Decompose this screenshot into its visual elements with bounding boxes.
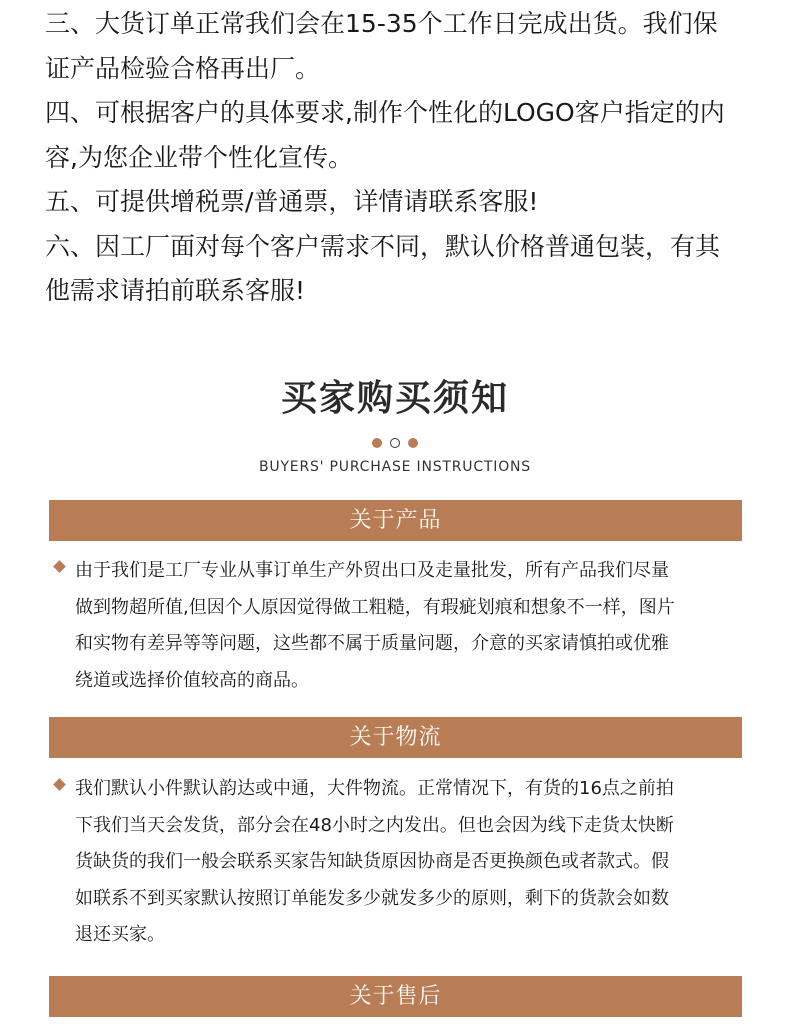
diamond-bullet-icon: [53, 778, 66, 791]
section-header-logistics: 关于物流: [49, 717, 742, 758]
note-line: 六、因工厂面对每个客户需求不同，默认价格普通包装，有其: [45, 231, 721, 261]
section-header-after-sales: 关于售后: [49, 976, 742, 1017]
dot-icon: [372, 438, 382, 448]
body-line: 和实物有差异等等问题，这些都不属于质量问题，介意的买家请慎拍或优雅: [75, 633, 669, 654]
body-line: 由于我们是工厂专业从事订单生产外贸出口及走量批发，所有产品我们尽量: [75, 560, 669, 581]
body-line: 如联系不到买家默认按照订单能发多少就发多少的原则，剩下的货款会如数: [75, 887, 669, 909]
note-line: 三、大货订单正常我们会在15-35个工作日完成出货。我们保: [45, 9, 718, 38]
note-line: 证产品检验合格再出厂。: [45, 53, 321, 83]
section-header-product: 关于产品: [49, 500, 742, 541]
note-line: 四、可根据客户的具体要求,制作个性化的LOGO客户指定的内: [45, 98, 725, 127]
body-line: 绕道或选择价值较高的商品。: [75, 669, 309, 691]
decorative-dots: [0, 438, 790, 450]
note-line: 五、可提供增税票/普通票，详情请联系客服!: [45, 187, 539, 216]
body-line: 做到物超所值,但因个人原因觉得做工粗糙，有瑕疵划痕和想象不一样，图片: [75, 596, 675, 618]
body-line: 货缺货的我们一般会联系买家告知缺货原因协商是否更换颜色或者款式。假: [75, 851, 669, 872]
page-title: 买家购买须知: [280, 378, 509, 419]
page-subtitle: BUYERS' PURCHASE INSTRUCTIONS: [259, 459, 531, 475]
note-line: 他需求请拍前联系客服!: [45, 276, 306, 305]
section-body-product: [50, 553, 750, 699]
section-body-logistics: [50, 771, 750, 954]
diamond-bullet-icon: [53, 560, 66, 573]
body-line: 下我们当天会发货，部分会在48小时之内发出。但也会因为线下走货太快断: [75, 814, 674, 836]
dot-icon: [390, 438, 400, 448]
dot-icon: [408, 438, 418, 448]
notes-block: [45, 0, 760, 314]
body-line: 我们默认小件默认韵达或中通，大件物流。正常情况下，有货的16点之前拍: [75, 778, 674, 799]
body-line: 退还买家。: [75, 924, 165, 945]
note-line: 容,为您企业带个性化宣传。: [45, 142, 353, 172]
